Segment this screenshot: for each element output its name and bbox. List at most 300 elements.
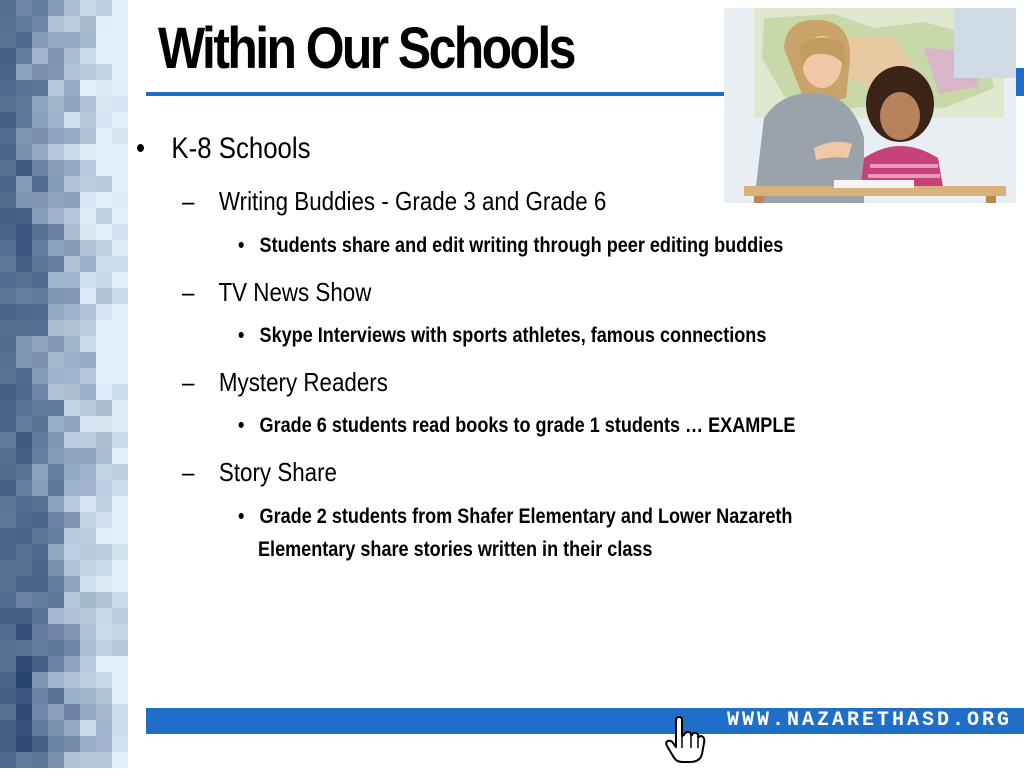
mosaic-tile — [48, 304, 64, 320]
mosaic-tile — [0, 672, 16, 688]
hand-pointer-icon — [664, 716, 708, 764]
mosaic-tile — [32, 272, 48, 288]
mosaic-tile — [16, 32, 32, 48]
mosaic-tile — [64, 672, 80, 688]
mosaic-tile — [32, 16, 48, 32]
mosaic-tile — [112, 80, 128, 96]
mosaic-tile — [16, 80, 32, 96]
mosaic-tile — [64, 720, 80, 736]
mosaic-tile — [64, 512, 80, 528]
mosaic-tile — [0, 64, 16, 80]
mosaic-tile — [112, 144, 128, 160]
mosaic-tile — [0, 336, 16, 352]
mosaic-tile — [96, 656, 112, 672]
mosaic-tile — [80, 432, 96, 448]
mosaic-tile — [96, 672, 112, 688]
detail-text: Students share and edit writing through peer editing buddies — [259, 234, 784, 257]
mosaic-tile — [16, 352, 32, 368]
mosaic-tile — [80, 272, 96, 288]
mosaic-tile — [32, 64, 48, 80]
mosaic-tile — [64, 304, 80, 320]
mosaic-tile — [64, 416, 80, 432]
mosaic-tile — [96, 480, 112, 496]
mosaic-tile — [0, 192, 16, 208]
detail-tv-news-show — [238, 324, 766, 348]
mosaic-tile — [48, 528, 64, 544]
mosaic-tile — [0, 704, 16, 720]
mosaic-tile — [96, 560, 112, 576]
mosaic-tile — [80, 368, 96, 384]
mosaic-tile — [0, 384, 16, 400]
mosaic-tile — [112, 752, 128, 768]
mosaic-tile — [112, 544, 128, 560]
mosaic-tile — [48, 112, 64, 128]
mosaic-tile — [32, 224, 48, 240]
mosaic-tile — [64, 496, 80, 512]
mosaic-tile — [64, 560, 80, 576]
mosaic-tile — [0, 80, 16, 96]
mosaic-tile — [16, 544, 32, 560]
mosaic-tile — [16, 576, 32, 592]
mosaic-tile — [48, 32, 64, 48]
mosaic-tile — [112, 32, 128, 48]
dash-marker: – — [182, 457, 195, 487]
mosaic-tile — [32, 0, 48, 16]
mosaic-tile — [112, 224, 128, 240]
mosaic-tile — [48, 240, 64, 256]
mosaic-tile — [16, 336, 32, 352]
mosaic-tile — [16, 272, 32, 288]
mosaic-tile — [112, 0, 128, 16]
mosaic-tile — [48, 336, 64, 352]
mosaic-tile — [64, 176, 80, 192]
mosaic-tile — [96, 32, 112, 48]
mosaic-tile — [48, 704, 64, 720]
mosaic-tile — [0, 432, 16, 448]
mosaic-tile — [0, 576, 16, 592]
mosaic-tile — [0, 608, 16, 624]
mosaic-tile — [0, 16, 16, 32]
mosaic-tile — [16, 160, 32, 176]
mosaic-tile — [32, 688, 48, 704]
mosaic-tile — [80, 240, 96, 256]
mosaic-tile — [16, 512, 32, 528]
dash-marker: – — [182, 186, 195, 216]
mosaic-tile — [112, 512, 128, 528]
mosaic-tile — [80, 336, 96, 352]
mosaic-tile — [80, 752, 96, 768]
mosaic-tile — [64, 624, 80, 640]
mosaic-tile — [64, 112, 80, 128]
mosaic-tile — [64, 704, 80, 720]
mosaic-tile — [32, 48, 48, 64]
mosaic-tile — [16, 704, 32, 720]
mosaic-tile — [0, 480, 16, 496]
mosaic-tile — [16, 688, 32, 704]
mosaic-tile — [48, 80, 64, 96]
mosaic-tile — [112, 112, 128, 128]
mosaic-tile — [80, 384, 96, 400]
mosaic-tile — [64, 208, 80, 224]
mosaic-tile — [112, 128, 128, 144]
mosaic-tile — [96, 64, 112, 80]
mosaic-tile — [32, 480, 48, 496]
mosaic-tile — [48, 272, 64, 288]
mosaic-tile — [96, 432, 112, 448]
mosaic-tile — [0, 496, 16, 512]
mosaic-tile — [0, 736, 16, 752]
mosaic-tile — [64, 384, 80, 400]
detail-story-share-line1 — [238, 505, 792, 529]
mosaic-tile — [112, 416, 128, 432]
mosaic-tile — [64, 240, 80, 256]
mosaic-tile — [16, 96, 32, 112]
sub-item-writing-buddies — [182, 186, 606, 217]
mosaic-tile — [80, 576, 96, 592]
mosaic-tile — [16, 288, 32, 304]
mosaic-tile — [32, 256, 48, 272]
mosaic-tile — [0, 544, 16, 560]
mosaic-tile — [80, 320, 96, 336]
bullet-k8-schools — [136, 132, 311, 166]
mosaic-tile — [80, 288, 96, 304]
mosaic-tile — [80, 96, 96, 112]
bullet-marker: • — [136, 132, 146, 165]
mosaic-tile — [32, 304, 48, 320]
mosaic-tile — [112, 192, 128, 208]
mosaic-tile — [0, 112, 16, 128]
mosaic-tile — [48, 144, 64, 160]
mosaic-tile — [64, 336, 80, 352]
mosaic-tile — [96, 688, 112, 704]
mosaic-tile — [0, 144, 16, 160]
mosaic-tile — [96, 224, 112, 240]
mosaic-tile — [16, 256, 32, 272]
mosaic-tile — [64, 48, 80, 64]
mosaic-tile — [96, 752, 112, 768]
mosaic-tile — [16, 480, 32, 496]
mosaic-tile — [64, 448, 80, 464]
mosaic-tile — [96, 208, 112, 224]
mosaic-tile — [80, 144, 96, 160]
mosaic-tile — [80, 608, 96, 624]
mosaic-tile — [32, 240, 48, 256]
mosaic-tile — [96, 512, 112, 528]
mosaic-tile — [112, 272, 128, 288]
sub-item-story-share — [182, 457, 337, 488]
mosaic-tile — [16, 672, 32, 688]
dash-marker: – — [182, 367, 195, 397]
detail-text: Grade 6 students read books to grade 1 students … EXAMPLE — [259, 414, 796, 437]
mosaic-tile — [80, 704, 96, 720]
mosaic-tile — [0, 224, 16, 240]
mosaic-tile — [80, 304, 96, 320]
mosaic-tile — [96, 272, 112, 288]
mosaic-tile — [0, 656, 16, 672]
mosaic-tile — [32, 448, 48, 464]
mosaic-tile — [112, 320, 128, 336]
mosaic-tile — [16, 112, 32, 128]
mosaic-tile — [0, 368, 16, 384]
mosaic-tile — [48, 288, 64, 304]
mosaic-tile — [64, 32, 80, 48]
sub-item-mystery-readers — [182, 367, 388, 398]
mosaic-tile — [48, 160, 64, 176]
mosaic-tile — [64, 16, 80, 32]
mosaic-tile — [64, 480, 80, 496]
mosaic-tile — [16, 720, 32, 736]
mosaic-tile — [16, 384, 32, 400]
mosaic-tile — [64, 256, 80, 272]
mosaic-tile — [32, 656, 48, 672]
mosaic-tile — [0, 240, 16, 256]
mosaic-tile — [80, 624, 96, 640]
mosaic-tile — [96, 304, 112, 320]
mosaic-tile — [80, 496, 96, 512]
detail-mystery-readers — [238, 414, 795, 438]
mosaic-tile — [16, 304, 32, 320]
mosaic-tile — [0, 640, 16, 656]
mosaic-tile — [112, 288, 128, 304]
mosaic-tile — [32, 336, 48, 352]
mosaic-tile — [16, 240, 32, 256]
mosaic-tile — [96, 736, 112, 752]
mosaic-tile — [80, 112, 96, 128]
mosaic-tile — [96, 464, 112, 480]
mosaic-tile — [112, 480, 128, 496]
mosaic-tile — [0, 352, 16, 368]
mosaic-tile — [48, 720, 64, 736]
mosaic-tile — [112, 48, 128, 64]
mosaic-tile — [80, 80, 96, 96]
sub-item-label: Story Share — [218, 457, 338, 487]
mosaic-tile — [96, 544, 112, 560]
mosaic-tile — [32, 704, 48, 720]
mosaic-tile — [80, 192, 96, 208]
mosaic-tile — [64, 128, 80, 144]
mosaic-tile — [80, 352, 96, 368]
mosaic-tile — [112, 368, 128, 384]
mosaic-tile — [112, 352, 128, 368]
mosaic-tile — [32, 496, 48, 512]
mosaic-tile — [32, 544, 48, 560]
mosaic-tile — [0, 304, 16, 320]
mosaic-tile — [64, 96, 80, 112]
mosaic-tile — [48, 16, 64, 32]
sub-item-label: Mystery Readers — [218, 367, 388, 397]
mosaic-tile — [32, 528, 48, 544]
mosaic-tile — [16, 320, 32, 336]
mosaic-tile — [64, 224, 80, 240]
mosaic-tile — [16, 608, 32, 624]
mosaic-tile — [112, 720, 128, 736]
detail-text: Grade 2 students from Shafer Elementary and Lower Nazareth — [259, 505, 793, 528]
mosaic-tile — [32, 160, 48, 176]
mosaic-tile — [96, 112, 112, 128]
mosaic-tile — [64, 368, 80, 384]
bullet-label: K-8 Schools — [171, 132, 311, 165]
mosaic-tile — [48, 128, 64, 144]
mosaic-tile — [16, 640, 32, 656]
mosaic-tile — [16, 528, 32, 544]
mosaic-tile — [32, 80, 48, 96]
mosaic-tile — [32, 128, 48, 144]
mosaic-tile — [0, 528, 16, 544]
mosaic-tile — [0, 48, 16, 64]
mosaic-tile — [0, 160, 16, 176]
mosaic-tile — [48, 576, 64, 592]
mosaic-tile — [80, 224, 96, 240]
mosaic-tile — [96, 368, 112, 384]
mosaic-tile — [48, 672, 64, 688]
mosaic-tile — [32, 112, 48, 128]
mosaic-tile — [80, 208, 96, 224]
mosaic-tile — [80, 688, 96, 704]
mosaic-tile — [0, 176, 16, 192]
mosaic-tile — [80, 176, 96, 192]
mosaic-tile — [0, 720, 16, 736]
mosaic-tile — [112, 640, 128, 656]
mosaic-tile — [16, 432, 32, 448]
mosaic-tile — [32, 32, 48, 48]
mosaic-tile — [32, 512, 48, 528]
mosaic-tile — [48, 208, 64, 224]
mosaic-tile — [16, 416, 32, 432]
mosaic-tile — [96, 192, 112, 208]
mosaic-tile — [112, 688, 128, 704]
mosaic-tile — [32, 368, 48, 384]
mosaic-tile — [48, 736, 64, 752]
mosaic-tile — [96, 416, 112, 432]
mosaic-tile — [0, 272, 16, 288]
sub-item-tv-news-show — [182, 277, 371, 308]
mosaic-tile — [0, 256, 16, 272]
mosaic-tile — [48, 224, 64, 240]
mosaic-tile — [32, 464, 48, 480]
title-right-accent — [1016, 68, 1024, 96]
mosaic-tile — [48, 608, 64, 624]
mosaic-tile — [64, 736, 80, 752]
mosaic-tile — [96, 288, 112, 304]
mosaic-tile — [0, 320, 16, 336]
sub-bullet-marker: • — [238, 234, 245, 257]
mosaic-tile — [64, 656, 80, 672]
mosaic-tile — [112, 336, 128, 352]
mosaic-tile — [80, 512, 96, 528]
mosaic-tile — [96, 16, 112, 32]
mosaic-tile — [64, 576, 80, 592]
mosaic-tile — [64, 144, 80, 160]
mosaic-tile — [64, 400, 80, 416]
mosaic-tile — [32, 352, 48, 368]
dash-marker: – — [182, 277, 195, 307]
mosaic-tile — [80, 672, 96, 688]
mosaic-tile — [64, 688, 80, 704]
mosaic-tile — [0, 288, 16, 304]
mosaic-tile — [112, 496, 128, 512]
mosaic-tile — [112, 160, 128, 176]
mosaic-tile — [80, 32, 96, 48]
mosaic-tile — [112, 448, 128, 464]
mosaic-tile — [64, 464, 80, 480]
mosaic-tile — [80, 736, 96, 752]
teacher-with-student-photo — [724, 8, 1016, 203]
mosaic-tile — [80, 128, 96, 144]
mosaic-tile — [48, 384, 64, 400]
mosaic-tile — [80, 400, 96, 416]
mosaic-tile — [96, 400, 112, 416]
detail-text: Elementary share stories written in their class — [258, 538, 653, 561]
mosaic-tile — [64, 752, 80, 768]
mosaic-tile — [96, 48, 112, 64]
mosaic-tile — [0, 752, 16, 768]
mosaic-tile — [48, 496, 64, 512]
mosaic-tile — [64, 528, 80, 544]
mosaic-tile — [96, 0, 112, 16]
mosaic-tile — [96, 352, 112, 368]
mosaic-tile — [96, 336, 112, 352]
detail-text: Skype Interviews with sports athletes, famous connections — [259, 324, 767, 347]
footer-website-link[interactable]: WWW.NAZARETHASD.ORG — [726, 709, 1012, 732]
mosaic-tile — [32, 624, 48, 640]
mosaic-tile — [112, 560, 128, 576]
mosaic-tile — [48, 176, 64, 192]
sub-bullet-marker: • — [238, 505, 245, 528]
detail-writing-buddies — [238, 234, 783, 258]
mosaic-tile — [32, 400, 48, 416]
mosaic-tile — [32, 592, 48, 608]
mosaic-tile — [48, 512, 64, 528]
mosaic-tile — [32, 96, 48, 112]
mosaic-tile — [96, 448, 112, 464]
mosaic-tile — [16, 736, 32, 752]
mosaic-tile — [32, 320, 48, 336]
mosaic-tile — [0, 416, 16, 432]
mosaic-tile — [0, 400, 16, 416]
left-mosaic-strip — [0, 0, 128, 768]
mosaic-tile — [112, 256, 128, 272]
mosaic-tile — [112, 576, 128, 592]
mosaic-tile — [0, 32, 16, 48]
mosaic-tile — [96, 144, 112, 160]
mosaic-tile — [64, 608, 80, 624]
mosaic-tile — [48, 96, 64, 112]
mosaic-tile — [80, 560, 96, 576]
mosaic-tile — [16, 448, 32, 464]
mosaic-tile — [112, 608, 128, 624]
sub-bullet-marker: • — [238, 414, 245, 437]
mosaic-tile — [64, 352, 80, 368]
mosaic-tile — [96, 160, 112, 176]
mosaic-tile — [112, 736, 128, 752]
mosaic-tile — [112, 64, 128, 80]
mosaic-tile — [80, 640, 96, 656]
mosaic-tile — [64, 192, 80, 208]
sub-item-label: TV News Show — [218, 277, 372, 307]
mosaic-tile — [48, 400, 64, 416]
mosaic-tile — [112, 400, 128, 416]
mosaic-tile — [0, 688, 16, 704]
mosaic-tile — [16, 48, 32, 64]
mosaic-tile — [48, 752, 64, 768]
mosaic-tile — [112, 624, 128, 640]
mosaic-tile — [48, 560, 64, 576]
mosaic-tile — [32, 640, 48, 656]
mosaic-tile — [112, 304, 128, 320]
mosaic-tile — [80, 528, 96, 544]
mosaic-tile — [16, 592, 32, 608]
mosaic-tile — [48, 0, 64, 16]
